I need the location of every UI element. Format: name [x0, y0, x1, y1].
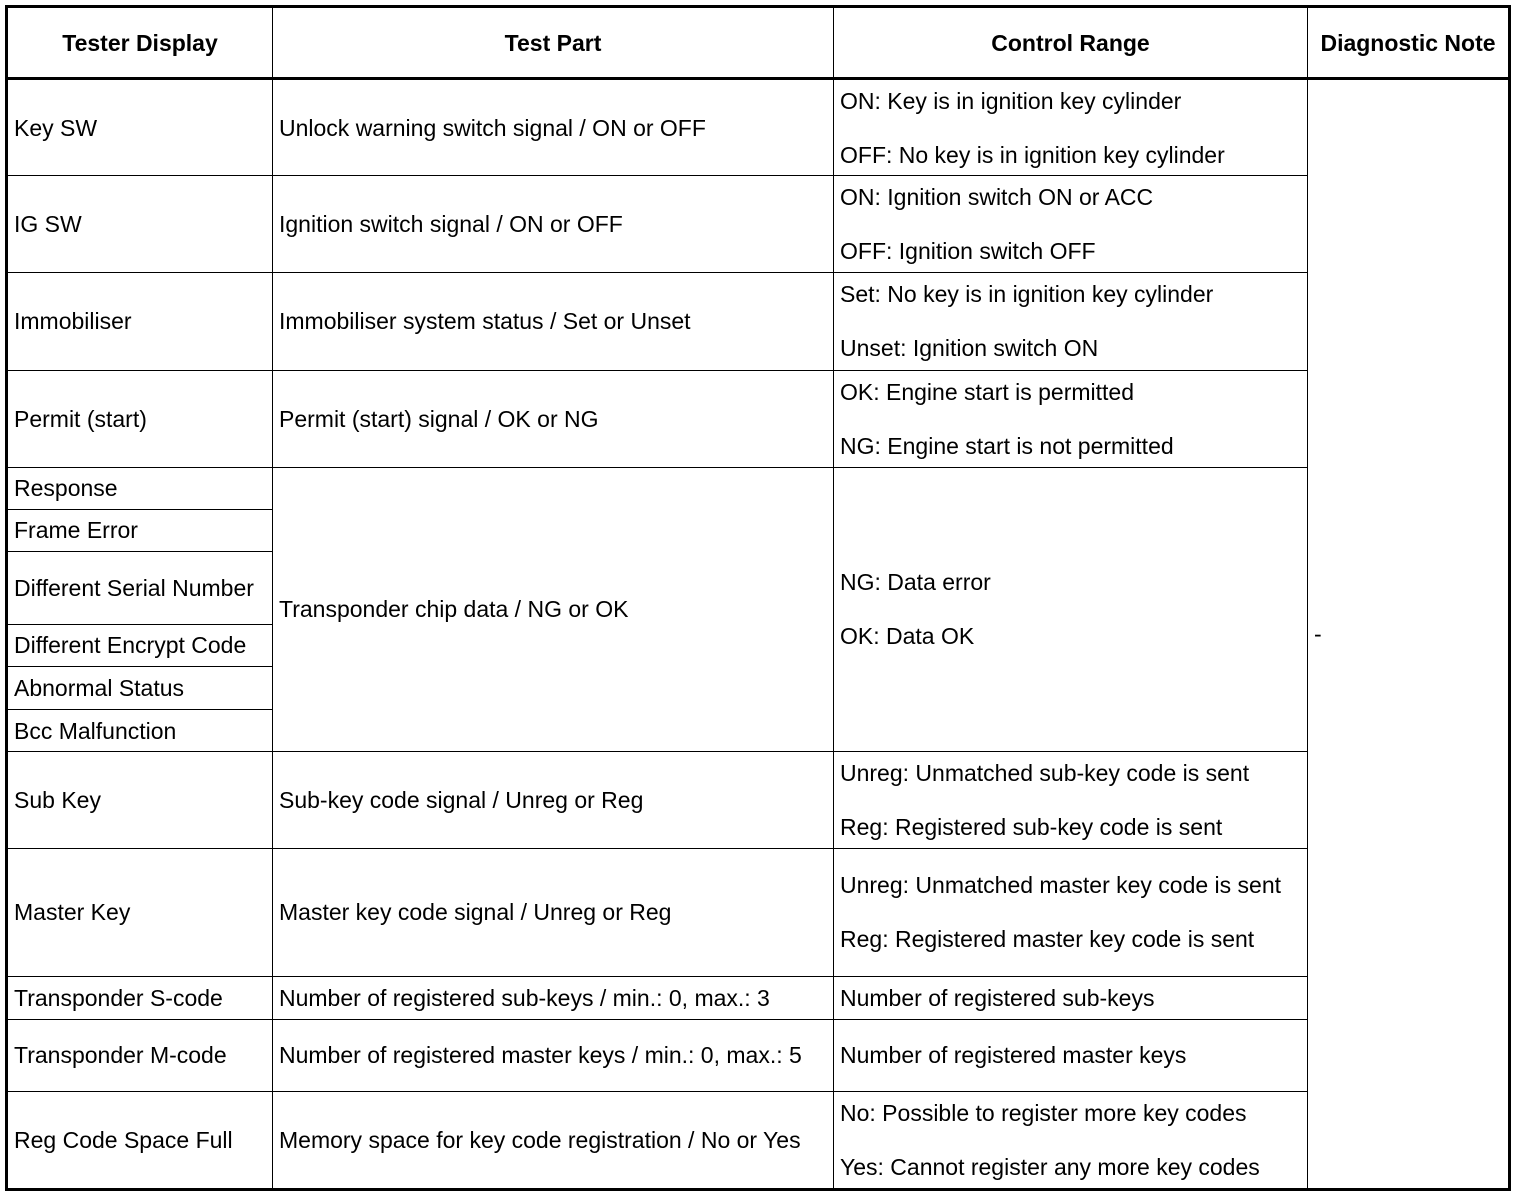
test-part-cell: Number of registered master keys / min.: 0, max.: 5: [273, 1019, 834, 1091]
tester-display-cell: Transponder M-code: [7, 1019, 273, 1091]
control-range-line: Number of registered master keys: [840, 1042, 1187, 1069]
test-part-cell: Number of registered sub-keys / min.: 0, max.: 3: [273, 976, 834, 1019]
control-range-line: ON: Key is in ignition key cylinder: [840, 87, 1182, 114]
table-row: [7, 79, 1510, 176]
table-row: [7, 467, 1510, 509]
header-tester-display: Tester Display: [7, 7, 273, 79]
control-range-cell: [834, 370, 1308, 467]
tester-display-cell: Abnormal Status: [7, 667, 273, 710]
header-test-part: Test Part: [273, 7, 834, 79]
tester-display-cell: Bcc Malfunction: [7, 710, 273, 752]
header-diagnostic-note: Diagnostic Note: [1308, 7, 1510, 79]
test-part-cell: Memory space for key code registration / No or Yes: [273, 1091, 834, 1189]
table-row: [7, 1019, 1510, 1091]
control-range-cell: [834, 849, 1308, 976]
control-range-line: OK: Engine start is permitted: [840, 378, 1135, 405]
control-range-line: OK: Data OK: [840, 623, 975, 650]
tester-display-cell: Immobiliser: [7, 273, 273, 370]
control-range-line: No: Possible to register more key codes: [840, 1099, 1247, 1126]
control-range-cell: [834, 273, 1308, 370]
test-part-cell: Ignition switch signal / ON or OFF: [273, 176, 834, 273]
control-range-cell: [834, 976, 1308, 1019]
control-range-cell: [834, 752, 1308, 849]
control-range-line: Unreg: Unmatched sub-key code is sent: [840, 760, 1250, 787]
tester-display-cell: Key SW: [7, 79, 273, 176]
control-range-cell: [834, 176, 1308, 273]
control-range-line: ON: Ignition switch ON or ACC: [840, 184, 1154, 211]
test-part-cell: Master key code signal / Unreg or Reg: [273, 849, 834, 976]
header-row: [7, 7, 1510, 79]
control-range-line: OFF: No key is in ignition key cylinder: [840, 141, 1225, 168]
control-range-cell: [834, 79, 1308, 176]
table-row: [7, 273, 1510, 370]
table-row: [7, 849, 1510, 976]
control-range-cell: [834, 1091, 1308, 1189]
control-range-line: Unreg: Unmatched master key code is sent: [840, 872, 1282, 899]
control-range-cell: [834, 467, 1308, 751]
tester-display-cell: Different Serial Number: [7, 551, 273, 624]
control-range-line: Set: No key is in ignition key cylinder: [840, 281, 1214, 308]
test-part-cell: Immobiliser system status / Set or Unset: [273, 273, 834, 370]
tester-display-cell: Frame Error: [7, 509, 273, 551]
control-range-line: Reg: Registered sub-key code is sent: [840, 814, 1223, 841]
tester-display-cell: Response: [7, 467, 273, 509]
test-part-cell: Transponder chip data / NG or OK: [273, 467, 834, 751]
control-range-line: OFF: Ignition switch OFF: [840, 238, 1096, 265]
control-range-line: Number of registered sub-keys: [840, 984, 1155, 1011]
tester-display-cell: Master Key: [7, 849, 273, 976]
tester-display-cell: Reg Code Space Full: [7, 1091, 273, 1189]
diagnostic-note-cell: -: [1308, 79, 1510, 1190]
control-range-line: NG: Data error: [840, 569, 991, 596]
table-row: [7, 976, 1510, 1019]
test-part-cell: Sub-key code signal / Unreg or Reg: [273, 752, 834, 849]
header-control-range: Control Range: [834, 7, 1308, 79]
test-part-cell: Permit (start) signal / OK or NG: [273, 370, 834, 467]
tester-display-cell: Transponder S-code: [7, 976, 273, 1019]
tester-display-cell: Different Encrypt Code: [7, 624, 273, 666]
control-range-line: NG: Engine start is not permitted: [840, 432, 1174, 459]
table-row: [7, 752, 1510, 849]
tester-display-cell: Permit (start): [7, 370, 273, 467]
control-range-line: Reg: Registered master key code is sent: [840, 926, 1255, 953]
tester-display-cell: IG SW: [7, 176, 273, 273]
tester-display-cell: Sub Key: [7, 752, 273, 849]
table-row: [7, 1091, 1510, 1189]
control-range-line: Yes: Cannot register any more key codes: [840, 1153, 1260, 1180]
test-part-cell: Unlock warning switch signal / ON or OFF: [273, 79, 834, 176]
control-range-cell: [834, 1019, 1308, 1091]
table-row: [7, 176, 1510, 273]
table-row: [7, 370, 1510, 467]
data-monitor-table: [5, 5, 1511, 1191]
control-range-line: Unset: Ignition switch ON: [840, 335, 1099, 362]
